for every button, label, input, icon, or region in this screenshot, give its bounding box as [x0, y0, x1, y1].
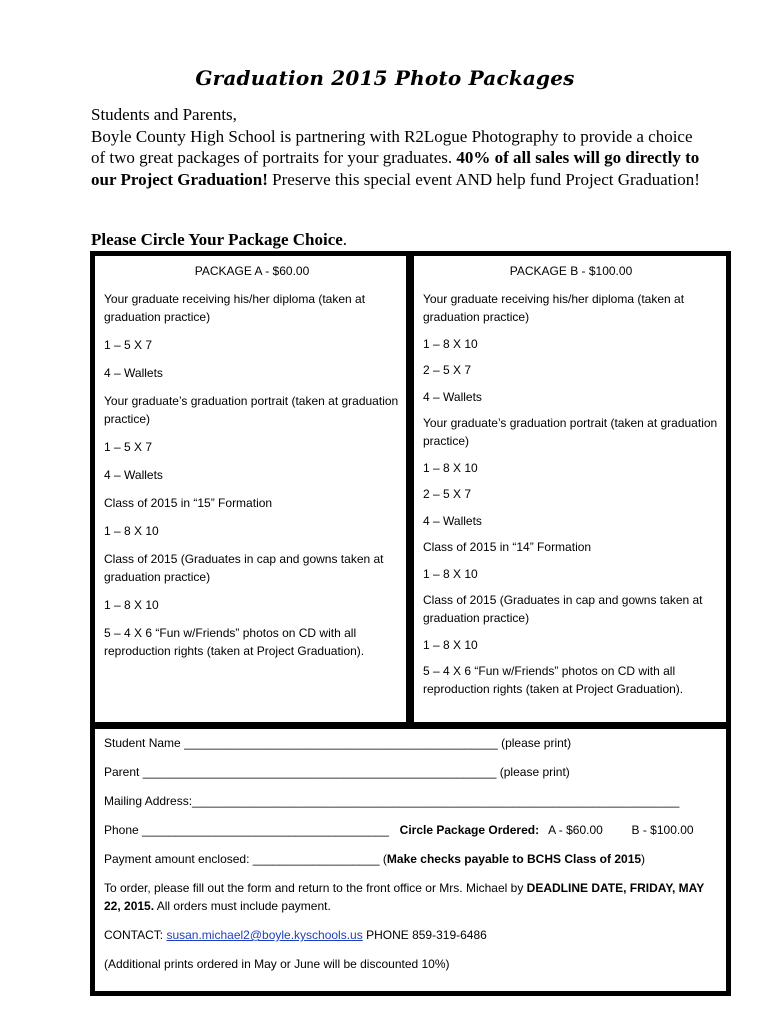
package-b-item: Class of 2015 in “14” Formation [423, 540, 592, 554]
parent-row [104, 763, 716, 781]
package-a-item: Class of 2015 in “15” Formation [104, 496, 273, 510]
package-b-item: Your graduate’s graduation portrait (taken at graduation practice) [423, 416, 718, 448]
package-b-heading[interactable]: PACKAGE B - $100.00 [509, 264, 633, 278]
intro-section [91, 104, 701, 190]
intro-text-1: Boyle County High School is partnering with R2Logue Photography to provide a choice of two great packages of portraits for your graduates. [91, 126, 693, 168]
package-a-item: 1 – 5 X 7 [104, 440, 153, 454]
phone-row [104, 821, 716, 839]
package-b-column[interactable] [423, 262, 719, 707]
intro-text-bold: 40% of all sales will go directly to our Project Graduation! [91, 148, 700, 189]
package-a-item: 1 – 8 X 10 [104, 524, 159, 538]
choice-heading-period: . [342, 230, 348, 249]
package-b-item: 4 – Wallets [423, 389, 482, 404]
package-a-heading[interactable]: PACKAGE A - $60.00 [194, 264, 310, 278]
package-b-item: 2 – 5 X 7 [423, 487, 472, 501]
package-a-column[interactable] [104, 262, 400, 670]
student-name-field[interactable]: _______________________________________________ [184, 736, 498, 750]
document-title: Graduation 2015 Photo Packages [195, 66, 575, 90]
payment-field[interactable]: ___________________ [252, 852, 380, 866]
discount-note: (Additional prints ordered in May or June will be discounted 10%) [104, 957, 450, 971]
contact-label: CONTACT: [104, 928, 164, 942]
parent-label: Parent [104, 765, 140, 779]
package-b-item: 1 – 8 X 10 [423, 637, 478, 652]
choice-heading [91, 230, 347, 250]
package-b-item: 2 – 5 X 7 [423, 363, 472, 377]
package-a-item: 4 – Wallets [104, 366, 163, 380]
phone-label: Phone [104, 823, 139, 837]
order-form [104, 734, 716, 984]
payment-row [104, 850, 716, 868]
package-a-item: 1 – 8 X 10 [104, 598, 159, 612]
order-instructions [104, 879, 716, 915]
intro-text-2: Preserve this special event AND help fund Project Graduation! [267, 169, 700, 189]
package-a-item: Your graduate receiving his/her diploma (taken at graduation practice) [104, 292, 366, 324]
checks-close-paren: ) [641, 852, 646, 866]
package-a-item: 4 – Wallets [104, 468, 163, 482]
package-a-item: 5 – 4 X 6 “Fun w/Friends” photos on CD with all reproduction rights (taken at Project Graduation). [104, 626, 365, 658]
intro-paragraph [91, 126, 701, 191]
intro-greeting: Students and Parents, [91, 105, 237, 124]
package-b-item: 1 – 8 X 10 [423, 460, 478, 475]
order-text-1: To order, please fill out the form and return to the front office or Mrs. Michael by [104, 881, 527, 895]
student-name-note: (please print) [501, 736, 572, 750]
contact-row [104, 926, 716, 944]
payment-label: Payment amount enclosed: [104, 852, 250, 866]
checks-note: Make checks payable to BCHS Class of 2015 [386, 852, 642, 866]
circle-package-label: Circle Package Ordered: [399, 823, 540, 837]
choice-heading-text: Please Circle Your Package Choice [91, 230, 343, 249]
checks-open-paren: ( [382, 852, 387, 866]
package-b-item: Class of 2015 (Graduates in cap and gowns taken at graduation practice) [423, 593, 703, 625]
contact-phone: PHONE 859-319-6486 [366, 928, 487, 942]
contact-email-link[interactable]: susan.michael2@boyle.kyschools.us [166, 928, 363, 942]
phone-field[interactable]: _____________________________________ [142, 823, 389, 837]
option-b[interactable]: B - $100.00 [631, 823, 694, 837]
mailing-address-label: Mailing Address: [104, 794, 193, 808]
package-b-item: 5 – 4 X 6 “Fun w/Friends” photos on CD with all reproduction rights (taken at Project Graduation). [423, 664, 684, 696]
parent-field[interactable]: _____________________________________________________ [142, 765, 497, 779]
student-name-row [104, 734, 716, 752]
package-a-item: Your graduate’s graduation portrait (taken at graduation practice) [104, 394, 399, 426]
package-b-item: 1 – 8 X 10 [423, 336, 478, 351]
mailing-address-row [104, 792, 716, 810]
order-text-2: All orders must include payment. [154, 899, 331, 913]
package-b-item: Your graduate receiving his/her diploma (taken at graduation practice) [423, 292, 685, 324]
package-a-item: 1 – 5 X 7 [104, 338, 153, 352]
form-section-divider [94, 722, 727, 729]
package-b-item: 1 – 8 X 10 [423, 566, 478, 581]
parent-note: (please print) [499, 765, 570, 779]
mailing-address-field[interactable]: _________________________________________________________________________ [192, 794, 680, 808]
package-b-item: 4 – Wallets [423, 513, 482, 528]
student-name-label: Student Name [104, 736, 181, 750]
order-deadline: DEADLINE DATE, FRIDAY, MAY 22, 2015. [104, 881, 705, 913]
package-column-divider [406, 255, 414, 725]
option-a[interactable]: A - $60.00 [548, 823, 603, 837]
package-a-item: Class of 2015 (Graduates in cap and gowns taken at graduation practice) [104, 552, 384, 584]
